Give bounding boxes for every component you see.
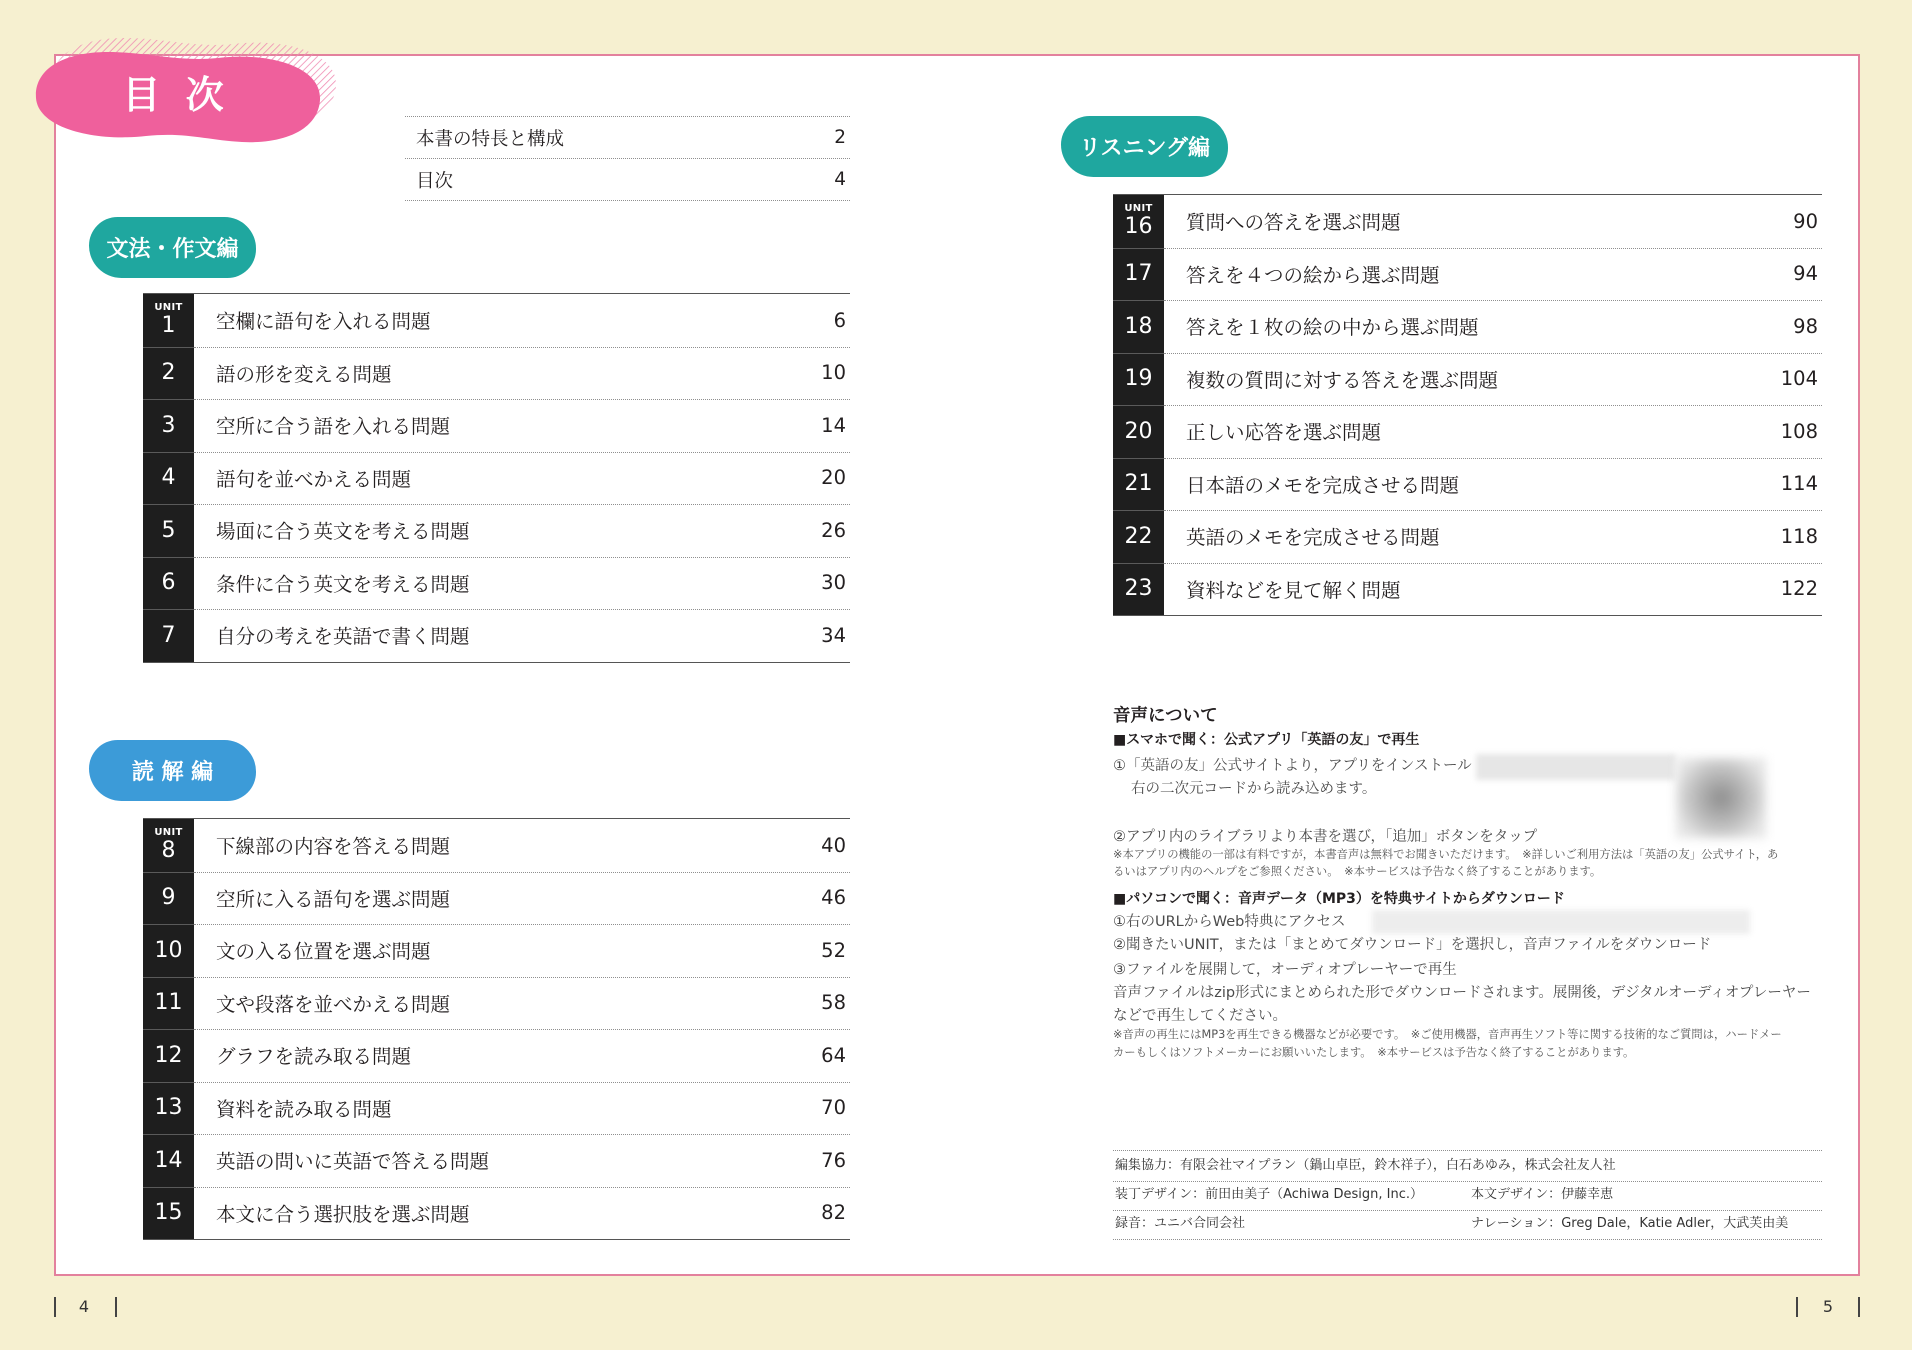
unit-number-cell [1113, 248, 1164, 301]
unit-title: 文の入る位置を選ぶ問題 [216, 940, 431, 964]
unit-number-cell [143, 609, 194, 662]
credits-editing: 編集協力：有限会社マイプラン（鍋山卓臣，鈴木祥子），白石あゆみ，株式会社友人社 [1115, 1158, 1616, 1173]
unit-title: 語の形を変える問題 [216, 362, 392, 386]
unit-row [143, 819, 850, 872]
unit-number: 4 [161, 465, 176, 491]
footer-rule-right [1858, 1297, 1860, 1317]
unit-title: 資料を読み取る問題 [216, 1097, 392, 1121]
unit-page-number: 14 [821, 413, 846, 437]
unit-page-number: 108 [1780, 419, 1818, 443]
audio-smartphone-note-line: ※本アプリの機能の一部は有料ですが，本書音声は無料でお聞きいただけます。 ※詳しいご利用方法は「英語の友」公式サイト，あ [1113, 848, 1779, 861]
unit-number: 8 [161, 838, 176, 864]
redacted-app-site-url [1476, 754, 1676, 780]
audio-pc-description-line: などで再生してください。 [1113, 1008, 1287, 1024]
unit-number: 15 [154, 1200, 183, 1226]
unit-number: 5 [161, 517, 176, 543]
unit-number: 3 [161, 412, 176, 438]
unit-number: 16 [1124, 214, 1153, 240]
unit-page-number: 122 [1780, 577, 1818, 601]
audio-pc-step-2: ②聞きたいUNIT，または「まとめてダウンロード」を選択し，音声ファイルをダウンロード [1113, 937, 1712, 953]
grammar-writing-unit-table [143, 293, 850, 663]
unit-number-cell [1113, 353, 1164, 406]
unit-number-cell [143, 924, 194, 977]
unit-number-cell [1113, 563, 1164, 616]
unit-number: 6 [161, 570, 176, 596]
unit-page-number: 46 [821, 886, 846, 910]
unit-number-cell [1113, 300, 1164, 353]
unit-number: 10 [154, 937, 183, 963]
unit-row [143, 924, 850, 977]
audio-smartphone-heading: ■スマホで聞く：公式アプリ「英語の友」で再生 [1113, 732, 1420, 748]
unit-page-number: 34 [821, 623, 846, 647]
unit-row [143, 452, 850, 505]
unit-row [143, 1082, 850, 1135]
audio-smartphone-step-2: ②アプリ内のライブラリより本書を選び，「追加」ボタンをタップ [1113, 829, 1538, 845]
unit-number-cell [143, 1187, 194, 1240]
section-badge-listening: リスニング編 [1061, 116, 1228, 177]
audio-smartphone-step-1: ①「英語の友」公式サイトより，アプリをインストール [1113, 758, 1472, 774]
unit-row [1113, 195, 1822, 248]
unit-label: UNIT [1124, 203, 1153, 215]
unit-page-number: 40 [821, 833, 846, 857]
unit-number-cell [1113, 195, 1164, 248]
unit-page-number: 104 [1780, 367, 1818, 391]
unit-title: 空所に合う語を入れる問題 [216, 415, 451, 439]
audio-heading: 音声について [1113, 706, 1218, 726]
unit-page-number: 10 [821, 361, 846, 385]
unit-number: 23 [1124, 576, 1153, 602]
unit-number: 20 [1124, 418, 1153, 444]
unit-row [143, 557, 850, 610]
audio-pc-heading: ■パソコンで聞く：音声データ（MP3）を特典サイトからダウンロード [1113, 891, 1565, 907]
unit-number-cell [1113, 458, 1164, 511]
unit-title: 自分の考えを英語で書く問題 [216, 625, 470, 649]
unit-number: 12 [154, 1042, 183, 1068]
unit-page-number: 90 [1793, 209, 1818, 233]
unit-number: 14 [154, 1147, 183, 1173]
front-matter-page: 2 [834, 127, 846, 148]
audio-smartphone-step-1-sub: 右の二次元コードから読み込めます。 [1131, 781, 1377, 797]
footer-rule-left [115, 1297, 117, 1317]
credits-cover-design: 装丁デザイン：前田由美子（Achiwa Design, Inc.） [1115, 1187, 1423, 1202]
unit-title: 空所に入る語句を選ぶ問題 [216, 887, 451, 911]
section-badge-grammar-writing: 文法・作文編 [89, 217, 256, 278]
unit-title: 英語の問いに英語で答える問題 [216, 1150, 490, 1174]
front-matter-item [405, 117, 850, 159]
audio-pc-step-3: ③ファイルを展開して，オーディオプレーヤーで再生 [1113, 962, 1457, 978]
redacted-qr-code [1676, 758, 1766, 838]
unit-row [1113, 510, 1822, 563]
credits-recording: 録音：ユニバ合同会社 [1115, 1216, 1246, 1231]
unit-number: 17 [1124, 261, 1153, 287]
unit-page-number: 94 [1793, 262, 1818, 286]
audio-smartphone-note-line: るいはアプリ内のヘルプをご参照ください。 ※本サービスは予告なく終了することがあります。 [1113, 865, 1602, 878]
unit-number: 21 [1124, 471, 1153, 497]
unit-number: 19 [1124, 366, 1153, 392]
unit-number: 11 [154, 990, 183, 1016]
unit-number-cell [143, 452, 194, 505]
unit-page-number: 30 [821, 571, 846, 595]
audio-pc-description-line: 音声ファイルはzip形式にまとめられた形でダウンロードされます。展開後，デジタルオーディオプレーヤー [1113, 985, 1811, 1001]
credits-divider [1113, 1150, 1822, 1151]
unit-page-number: 98 [1793, 314, 1818, 338]
unit-number-cell [143, 819, 194, 872]
unit-row [143, 504, 850, 557]
unit-row [1113, 563, 1822, 616]
redacted-download-url [1372, 910, 1750, 934]
unit-title: 空欄に語句を入れる問題 [216, 310, 431, 334]
unit-title: 答えを４つの絵から選ぶ問題 [1186, 263, 1440, 287]
unit-row [143, 1187, 850, 1240]
unit-title: 答えを１枚の絵の中から選ぶ問題 [1186, 316, 1479, 340]
unit-row [143, 609, 850, 662]
unit-page-number: 114 [1780, 472, 1818, 496]
unit-number-cell [143, 1029, 194, 1082]
unit-title: 文や段落を並べかえる問題 [216, 992, 451, 1016]
unit-number: 18 [1124, 313, 1153, 339]
unit-page-number: 26 [821, 518, 846, 542]
unit-title: 英語のメモを完成させる問題 [1186, 526, 1440, 550]
unit-row [143, 399, 850, 452]
audio-pc-note-line: カーもしくはソフトメーカーにお願いいたします。 ※本サービスは予告なく終了することがあります。 [1113, 1046, 1635, 1059]
unit-row [143, 1029, 850, 1082]
unit-number-cell [143, 504, 194, 557]
page-number-right: 5 [1822, 1297, 1834, 1316]
page-number-left: 4 [78, 1297, 90, 1316]
unit-number: 7 [161, 622, 176, 648]
unit-number: 2 [161, 360, 176, 386]
credits-narration: ナレーション：Greg Dale，Katie Adler，大武芙由美 [1471, 1216, 1789, 1231]
unit-title: 条件に合う英文を考える問題 [216, 572, 470, 596]
unit-number: 22 [1124, 523, 1153, 549]
unit-row [143, 872, 850, 925]
unit-page-number: 82 [821, 1201, 846, 1225]
front-matter-page: 4 [834, 169, 846, 190]
unit-page-number: 70 [821, 1096, 846, 1120]
unit-number-cell [143, 1082, 194, 1135]
footer-rule-right [1796, 1297, 1798, 1317]
unit-number-cell [143, 1134, 194, 1187]
unit-title: 正しい応答を選ぶ問題 [1186, 421, 1382, 445]
unit-number-cell [143, 557, 194, 610]
page-title: 目 次 [122, 73, 230, 117]
unit-label: UNIT [154, 827, 183, 839]
unit-label: UNIT [154, 302, 183, 314]
unit-number-cell [143, 399, 194, 452]
section-badge-reading: 読 解 編 [89, 740, 256, 801]
listening-unit-table [1113, 194, 1822, 616]
unit-row [143, 977, 850, 1030]
unit-page-number: 58 [821, 991, 846, 1015]
front-matter-item [405, 159, 850, 201]
front-matter-label: 本書の特長と構成 [416, 128, 565, 150]
unit-row [143, 1134, 850, 1187]
unit-title: 下線部の内容を答える問題 [216, 835, 451, 859]
unit-number-cell [1113, 405, 1164, 458]
credits-divider [1113, 1181, 1822, 1182]
unit-row [143, 294, 850, 347]
unit-number-cell [143, 872, 194, 925]
unit-title: 本文に合う選択肢を選ぶ問題 [216, 1202, 470, 1226]
unit-row [1113, 353, 1822, 406]
unit-title: 質問への答えを選ぶ問題 [1186, 211, 1401, 235]
unit-row [1113, 405, 1822, 458]
footer-rule-left [54, 1297, 56, 1317]
unit-page-number: 20 [821, 466, 846, 490]
credits-divider [1113, 1210, 1822, 1211]
unit-row [1113, 458, 1822, 511]
unit-title: 語句を並べかえる問題 [216, 467, 412, 491]
unit-page-number: 6 [833, 308, 846, 332]
unit-title: 資料などを見て解く問題 [1186, 578, 1401, 602]
unit-row [143, 347, 850, 400]
front-matter-list [405, 116, 850, 201]
unit-title: 場面に合う英文を考える問題 [216, 520, 470, 544]
unit-title: 日本語のメモを完成させる問題 [1186, 473, 1460, 497]
unit-row [1113, 300, 1822, 353]
unit-row [1113, 248, 1822, 301]
unit-number-cell [143, 347, 194, 400]
unit-title: グラフを読み取る問題 [216, 1045, 412, 1069]
credits-divider [1113, 1239, 1822, 1240]
front-matter-label: 目次 [416, 170, 454, 192]
unit-page-number: 52 [821, 938, 846, 962]
unit-number-cell [1113, 510, 1164, 563]
unit-page-number: 64 [821, 1043, 846, 1067]
audio-pc-note-line: ※音声の再生にはMP3を再生できる機器などが必要です。 ※ご使用機器，音声再生ソフト等に関する技術的なご質問は，ハードメー [1113, 1028, 1782, 1041]
unit-title: 複数の質問に対する答えを選ぶ問題 [1186, 368, 1499, 392]
unit-number: 9 [161, 885, 176, 911]
unit-number: 13 [154, 1095, 183, 1121]
audio-pc-step-1: ①右のURLからWeb特典にアクセス [1113, 914, 1346, 930]
unit-number: 1 [161, 313, 176, 339]
unit-number-cell [143, 977, 194, 1030]
reading-unit-table [143, 818, 850, 1240]
unit-page-number: 118 [1780, 524, 1818, 548]
unit-number-cell [143, 294, 194, 347]
unit-page-number: 76 [821, 1148, 846, 1172]
credits-text-design: 本文デザイン：伊藤幸恵 [1471, 1187, 1614, 1202]
